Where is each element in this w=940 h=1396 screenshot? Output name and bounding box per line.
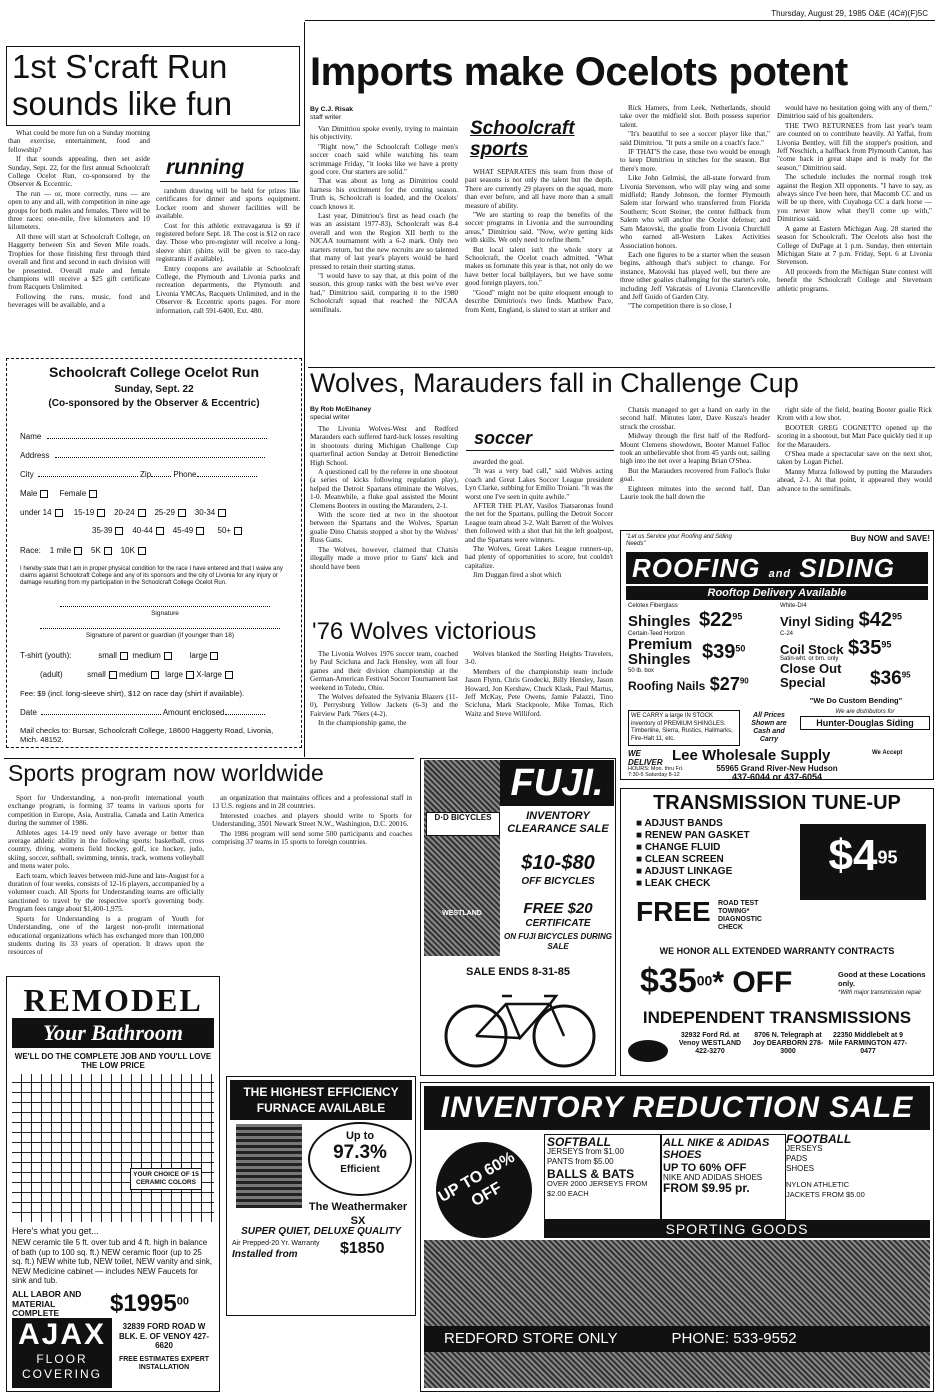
program-rule xyxy=(4,758,414,759)
furnace-image xyxy=(236,1124,302,1208)
softball-block: SOFTBALL JERSEYS from $1.00 PANTS from $5.00 BALLS & BATS OVER 2000 JERSEYS FROM $2.00 EACH xyxy=(544,1134,662,1220)
tshirt-adult[interactable]: (adult) small medium large X-large xyxy=(40,670,300,680)
ocelots-byline: By C.J. Risak staff writer xyxy=(310,106,354,121)
bathroom-image xyxy=(12,1074,214,1222)
signature-line[interactable] xyxy=(60,606,270,607)
remodel-labor: ALL LABOR AND MATERIAL COMPLETE xyxy=(12,1289,82,1318)
roofing-delivery: Rooftop Delivery Available xyxy=(626,586,928,600)
roof-item-vinyl: White-D/4 Vinyl Siding $\$42^{95}$ xyxy=(780,603,903,631)
tshirt-youth[interactable]: T-shirt (youth): small medium large xyxy=(20,651,300,661)
trans-company: INDEPENDENT TRANSMISSIONS xyxy=(642,1008,912,1027)
furnace-quiet: SUPER QUIET, DELUXE QUALITY xyxy=(241,1226,401,1237)
roof-address: 55965 Grand River-New Hudson xyxy=(716,764,838,773)
fuji-onfuji: ON FUJI BICYCLES DURING SALE xyxy=(504,932,613,951)
roof-item-coil: C-24 Coil Stock $\$35^{95}$ xyxy=(780,631,892,659)
inventory-title: INVENTORY REDUCTION SALE xyxy=(424,1086,930,1130)
wolves76-col1: The Livonia Wolves 1976 soccer team, coached by Paul Scicluna and Jack Hensley, won all four games and their division championship at the German-American Festival Soccer Tournament last weekend in Toledo, Ohio. The Wolves defeated the Sylvania Blazers (11-0), Perrysburg Yellow Jackets (6-3) and the Fairview Park '76ers (4-2). In the championship game, the xyxy=(310,650,458,728)
remodel-title: REMODEL xyxy=(23,982,203,1018)
form-date: Sunday, Sept. 22 xyxy=(114,384,194,395)
ocelots-col3: Rick Hamers, from Leek, Netherlands, should take over the midfield slot. Both possess superior talent. "It's beautiful to see a soccer player like that," said Dimitriou. "It puts a smile on a coach's face." IF THAT'S the case, those two would be enough to keep Dimitriou in stitches for the season. But there's more. Like John Gelmisi, the all-state forward from Livonia Stevenson, who will play wing and some midfield; Randy Johnson, the former Plymouth Salem star forward who transferred from Florida Southern; Scott Steiner, the center fullback from Salem who will anchor the Ocelot defense; and Sam Matovski, the goalie from Livonia Churchill who earned all-Western Lakes Activities Association honors. Each one figures to be a starter when the season begins, although that's subject to change. For instance, Matovski has played well, but there are three other goalies challenging for the starter's role, including Jeff Vakratsis of Livonia Clarenceville and Jeff Guido of Garden City. "The competition there is so close, I xyxy=(620,104,770,311)
roof-we-deliver: WE DELIVER xyxy=(628,749,663,767)
ocelots-kicker: Schoolcraft sports xyxy=(470,118,575,160)
trans-good: Good at these Locations only. xyxy=(838,970,926,988)
roof-phone: 437-6044 or 437-6054 xyxy=(731,772,823,782)
fuji-cert: CERTIFICATE xyxy=(525,918,591,929)
wolves-kicker: soccer xyxy=(474,428,533,448)
wolves76-col2: Wolves blanked the Sterling Heights Travelers, 3-0. Members of the championship team include Jason Flynn, Chris Grodecki, Billy Hensley, Jason Howard, Jon Kershaw, Chuck Klask, Paul Martus, Jeff McKay, Pete Owens, Jamie Palazzi, Tino Scicluna, Mark Stackpoole, Mike Tomas, Rich Waitz and Steve Williford. xyxy=(465,650,613,718)
ocelots-col4: would have no hesitation going with any of them," Dimitriou said of his goaltenders. THE TWO RETURNEES from last year's team are counted on to contribute heavily. Al Yaffai, from Livonia Bentley, will fill the stopper's position, and Jeff Neschich, a halfback from Plymouth Canton, has "come back in great shape and is ready for the season," Dimitriou said. The schedule includes the normal rough trek against the Region XII opponents. "I have to say, as always since I've been here, that Macomb CC and us will be up there, with Cuyahoga CC a dark horse — you never know what they'll come up with," Dimitriou said. A game at Eastern Michigan Aug. 28 started the season for Schoolcraft. The Ocelots also host the College of DuPage at 1 p.m. Sunday, then entertain Michigan State at 7 p.m. Friday, Sept. 6 at Livonia Stevenson. All proceeds from the Michigan State contest will benefit the Schoolcraft College and Stevenson athletic programs. xyxy=(777,104,932,293)
signature-label: Signature xyxy=(151,610,179,617)
roof-stock: WE CARRY a large IN STOCK inventory of PREMIUM SHINGLES: Timberline, Sierra, Rustics, Hallmarks, Fire-Halt 11, etc. xyxy=(628,710,740,746)
address-field[interactable]: Address xyxy=(20,451,292,461)
run-body-col2: random drawing will be held for prizes like certificates for dinner and sports equipment. Locker room and shower facilities will be available. Cost for this athletic extravaganza is $9 if registered before Sept. 18. The cost is $12 on race day. Those who pre-register will receive a long-sleeve shirt (shirts will be given to race-day registrants if available). Entry coupons are available at Schoolcraft College, the Plymouth and Livonia parks and recreation departments, the Plymouth and Livonia YMCAs, Racquets Unlimited, and in the Observer & Eccentric sports pages. For more information, call 591-6400, Ext. 480. xyxy=(156,187,300,315)
column-rule xyxy=(304,22,305,757)
wolves76-headline: '76 Wolves victorious xyxy=(312,618,537,645)
trans-item: ■ CHANGE FLUID xyxy=(636,842,721,853)
trans-free: FREE xyxy=(636,896,711,927)
inventory-upto: UP TO 60% OFF xyxy=(418,1124,549,1255)
shoes-block: ALL NIKE & ADIDAS SHOES UP TO 60% OFF NIKE AND ADIDAS SHOES FROM $9.95 pr. xyxy=(660,1134,786,1220)
remodel-phone: 32839 FORD ROAD W BLK. E. OF VENOY 427-6620 xyxy=(118,1322,210,1350)
roof-premium-price: $\$39^{50}$ xyxy=(702,641,746,663)
trans-off: $\$35^{00}*$ OFF xyxy=(640,962,793,1000)
fuji-shop: D·D BICYCLES xyxy=(426,812,500,836)
age-row-1[interactable]: under 14 15-19 20-24 25-29 30-34 xyxy=(20,508,300,518)
roof-item-nails: 50 lb. box Roofing Nails $\$27^{90}$ xyxy=(628,668,749,694)
page-header: Thursday, August 29, 1985 O&E (4C#)(F)5C xyxy=(771,9,928,18)
trans-item: ■ ADJUST BANDS xyxy=(636,818,723,829)
roof-bending: "We Do Custom Bending" xyxy=(809,696,903,705)
roof-company: Lee Wholesale Supply xyxy=(672,747,831,764)
roof-item-premium: Certain-Teed Horizon Premium Shingles xyxy=(628,631,693,668)
age-row-2[interactable]: 35-39 40-44 45-49 50+ xyxy=(92,526,302,536)
trans-loc1: 32932 Ford Rd. at Venoy WESTLAND 422-3270 xyxy=(678,1032,742,1055)
remodel-price: $1995$^{00}$ xyxy=(110,1290,189,1317)
fee-text: Fee: $9 (incl. long-sleeve shirt), $12 on race day (shirt if available). xyxy=(20,689,245,698)
roof-distributor: We are distributors for xyxy=(835,709,895,715)
remodel-colors: YOUR CHOICE OF 15 CERAMIC COLORS xyxy=(130,1168,202,1190)
name-field[interactable]: Name xyxy=(20,432,292,442)
trans-loc3: 22350 Middlebelt at 9 Mile FARMINGTON 477-0477 xyxy=(828,1032,908,1055)
trans-item: ■ CLEAN SCREEN xyxy=(636,854,724,865)
wolves-col2: awarded the goal. "It was a very bad call," said Wolves acting coach and Great Lakes Soccer League president Lyn Clarke, subbing for Emilio Troiani. "It was the worst one I've seen in quite awhile." AFTER THE PLAY, Vasilos Tsatsaronas found the net for the Spartans, pulling the Detroit Soccer League team ahead 3-2. Walt Barrett of the Wolves then followed with a shot that hit the left goalpost, and the Spartans were winners. The Wolves, Great Lakes League runners-up, had plenty of opportunities to score, but couldn't capitalize. Jim Duggan fired a shot which xyxy=(465,458,613,580)
sale-photos xyxy=(424,1240,930,1326)
city-field[interactable]: City Zip Phone xyxy=(20,470,292,480)
ocelots-col1: Van Dimitriou spoke evenly, trying to maintain his objectivity. "Right now," the Schoolcraft College men's soccer coach said while watching his team scrimmage Friday, "it looks like we have a pretty good core. Our starters are solid." That was about as long as Dimitriou could harness his excitement for the coming season. Truth is, Schoolcraft is loaded, and the Ocelots' coach knows it. Last year, Dimitriou's first as head coach (he was an assistant 1977-83), Schoolcraft was 8-4 overall and won the Region XII berth to the NJCAA tournament with a 6-2 mark. Only two starters return, but the new recruits are so talented that many of last year's players would be hard pressed to retain their starting status. "I would have to say that, at this point of the season, this group ranks with the best we've ever had," Dimitriou said, comparing it to the 1980 Schoolcraft squad that reached the NJCAA semifinals. xyxy=(310,125,458,314)
roof-hunter: Hunter-Douglas Siding xyxy=(800,716,930,730)
roof-accept: We Accept xyxy=(872,750,903,756)
fuji-logo: FUJI. xyxy=(500,760,614,806)
trans-item: ■ RENEW PAN GASKET xyxy=(636,830,750,841)
roof-item-close: Satin-wht. or brn. only Close Out Special xyxy=(780,656,842,690)
furnace-badge: Up to 97.3% Efficient xyxy=(308,1122,412,1196)
header-rule xyxy=(305,20,935,21)
furnace-installed: Installed from xyxy=(232,1249,298,1260)
remodel-list: NEW ceramic tile 5 ft. over tub and 4 ft. high in balance of bath (up to 100 sq. ft.) NEW ceramic floor (up to 25 sq. ft.) NEW white tub, NEW toilet, NEW vanity and sink, NEW Medicine cabinet — includes NEW Faucets for sink and tub. xyxy=(12,1238,213,1285)
wolves-col3: Chatsis managed to get a hand on early in the second half. Minutes later, Dave Kusza's header struck the crossbar. Midway through the first half of the Redford-Mount Clemens showdown, Booter Manuel Falloc took an unbelievable shot from 45 yards out, sailing high into the net over a leaping Brian O'Shea. But the Marauders recovered from Falloc's fluke goal. Eighteen minutes into the second half, Dan Laurie took the ball down the xyxy=(620,406,770,502)
trans-item: ■ LEAK CHECK xyxy=(636,878,711,889)
remodel-subtitle: Your Bathroom xyxy=(12,1018,214,1048)
fuji-off: OFF BICYCLES xyxy=(521,876,595,887)
program-col1: Sport for Understanding, a non-profit international youth exchange program, is forming 37 teams in various sports for competition in Europe, Asia, Australia, Canada and Latin America during the summer of 1986. Athletes ages 14-19 need only have average or better than average athletic ability in the following sports: basketball, cross country, diving, womens field hockey, golf, ice hockey, judo, skiing, soccer, softball, swimming, tennis, track, womens volleyball and mens water polo. Each team, which leaves between mid-June and late-August for a duration of four weeks, consists of 12-16 players, accompanied by a volunteer coach. All Sports for Understanding teams are officially sanctioned to travel by the respective sport's governing body. Program fees range about $1,400-1,975. Sports for Understanding is a program of Youth for Understanding, one of the largest non-profit international educational organizations which has exchanged more than 100,000 students during its 33 years of operation. It draws upon the resources of xyxy=(8,794,204,957)
race-field[interactable]: Race: 1 mile 5K 10K xyxy=(20,546,292,556)
furnace-model: The Weathermaker SX xyxy=(308,1201,408,1227)
roof-hours: HOURS: Mon. thru Fri. 7:30-5 Saturday 8-12 xyxy=(628,766,684,778)
furnace-price: $1850 xyxy=(340,1240,385,1257)
ajax-logo: AJAX FLOOR COVERING xyxy=(12,1318,112,1388)
run-kicker: running xyxy=(166,156,245,179)
guardian-line[interactable] xyxy=(40,628,280,629)
fuji-sale: INVENTORY CLEARANCE SALE xyxy=(507,810,609,835)
roof-item-shingles: Celotex Fiberglass Shingles $\$22^{95}$ xyxy=(628,603,743,631)
fuji-photo xyxy=(424,760,500,956)
wolves-headline: Wolves, Marauders fall in Challenge Cup xyxy=(310,368,799,398)
roof-prices: All Prices Shown are Cash and Carry xyxy=(751,712,787,743)
run-kicker-rule xyxy=(160,181,298,182)
fuji-free: FREE $20 xyxy=(523,900,593,917)
guardian-label: Signature of parent or guardian (if younger than 18) xyxy=(85,632,235,639)
sex-field[interactable]: Male Female xyxy=(20,489,292,499)
wolves-kicker-rule xyxy=(466,450,614,451)
roofing-banner: ROOFING and SIDING xyxy=(626,552,928,584)
run-body-col1: What could be more fun on a Sunday morning than exercise, entertainment, food and fellowship? If that sounds appealing, then set aside Sunday, Sept. 22, for the first annual Schoolcraft College Ocelot Run, co-sponsored by the Observer & Eccentric. The run — or, more correctly, runs — are open to any and all, with competition in nine age groups for both males and females. There will be three races: one-mile, five kilometers and 10 kilometers. All three will start at Schoolcraft College, on Haggerty between Six and Seven Mile roads. Trophies for those finishing first through third overall and first and second in each division will be presented. Overall male and female champions will receive a $25 gift certificate from Racquets Unlimited. Following the runs, music, food and beverages will be available, and a xyxy=(8,129,150,310)
trans-list xyxy=(636,818,786,890)
program-col2: an organization that maintains offices and a professional staff in 13 U.S. regions and in 28 countries. Interested coaches and players should write to Sports for Understanding, 3501 Newark Street N.W., Washington, D.C. 20016. The 1986 program will send some 500 participants and coaches comprising 37 teams in 15 sports to foreign countries. xyxy=(212,794,412,847)
fuji-price: $10-$80 xyxy=(521,852,595,874)
sporting-goods: SPORTING GOODS xyxy=(544,1220,930,1238)
remodel-tag: WE'LL DO THE COMPLETE JOB AND YOU'LL LOVE THE LOW PRICE xyxy=(14,1052,212,1070)
trans-logo-icon xyxy=(628,1040,668,1062)
date-amount-field[interactable]: Date Amount enclosed xyxy=(20,708,300,718)
form-title: Schoolcraft College Ocelot Run xyxy=(48,364,260,380)
roofing-buy: Buy NOW and SAVE! xyxy=(850,534,930,543)
wolves-byline: By Rob McElhaney special writer xyxy=(310,406,372,421)
trans-item: ■ ADJUST LINKAGE xyxy=(636,866,733,877)
roofing-tag: "Let us Service your Roofing and Siding Needs" xyxy=(626,534,732,547)
trans-free-items: ROAD TEST TOWING* DIAGNOSTIC CHECK xyxy=(718,900,762,931)
wolves-col4: right side of the field, beating Booter goalie Rick Krom with a low shot. BOOTER GREG COGNETTO opened up the scoring in a shootout, but Matt Pace quickly tied it up for the Marauders. O'Shea made a spectacular save on the next shot, taken by Logan Pichel. Manny Murza followed by putting the Marauders ahead, 2-1. At that point, it appeared they would advance to the semifinals. xyxy=(777,406,932,493)
sale-bottom-strip xyxy=(424,1352,930,1388)
mail-text: Mail checks to: Bursar, Schoolcraft College, 18600 Haggerty Road, Livonia, Mich. 48152. xyxy=(20,726,274,744)
trans-with-major: *With major transmission repair xyxy=(838,990,922,996)
store-bar: REDFORD STORE ONLY PHONE: 533-9552 xyxy=(424,1326,930,1352)
football-block: FOOTBALL JERSEYS PADS SHOES NYLON ATHLETIC JACKETS FROM $5.00 xyxy=(786,1132,865,1199)
furnace-warranty: Air Prepped-20 Yr. Warranty xyxy=(232,1240,320,1247)
remodel-get: Here's what you get... xyxy=(12,1226,99,1236)
ocelots-headline: Imports make Ocelots potent xyxy=(310,50,848,94)
run-headline: 1st S'craft Run sounds like fun xyxy=(12,48,233,122)
form-cosponsor: (Co-sponsored by the Observer & Eccentric) xyxy=(48,398,260,409)
fuji-location: WESTLAND xyxy=(442,910,482,917)
program-headline: Sports program now worldwide xyxy=(8,760,324,786)
trans-warranty: WE HONOR ALL EXTENDED WARRANTY CONTRACTS xyxy=(659,946,895,956)
form-waiver: I hereby state that I am in proper physical condition for the race I have entered and that I waive any claims against Schoolcraft College and any of its sponsors and the city of Livonia for any injury or damage resulting from my participation in the Schoolcraft College Ocelot Run. xyxy=(20,566,283,587)
trans-price-box: $\$4^{95}$ xyxy=(800,824,926,900)
ocelots-col2: WHAT SEPARATES this team from those of past seasons is not only the talent but the depth. There are currently 29 players on the squad, more than ever before, and all have more than a small measure of ability. "We are starting to reap the benefits of the soccer programs in Livonia and the surrounding areas," Dimitriou said. "Now, we're getting kids with skills. We only need to refine them." But local talent isn't the whole story at Schoolcraft, the Ocelot coach admitted. "What makes us fortunate this year is that, not only do we have better local ballplayers, but we have some good foreign players, too." "Good" might not be quite eloquent enough to describe Dimitriou's two finds. Matthew Pace, from Kent, England, is slated to start at striker and xyxy=(465,168,613,314)
trans-loc2: 8706 N. Telegraph at Joy DEARBORN 278-3000 xyxy=(752,1032,824,1055)
trans-title: TRANSMISSION TUNE-UP xyxy=(653,792,901,814)
bicycle-icon xyxy=(440,984,600,1070)
furnace-title: THE HIGHEST EFFICIENCY FURNACE AVAILABLE xyxy=(230,1080,412,1120)
roof-close-price: $\$36^{95}$ xyxy=(870,668,911,689)
fuji-dates: SALE ENDS 8-31-85 xyxy=(466,966,570,978)
remodel-estimates: FREE ESTIMATES EXPERT INSTALLATION xyxy=(118,1356,210,1371)
wolves-col1: The Livonia Wolves-West and Redford Marauders each suffered hard-luck losses resulting in shootouts during Michigan Challenge Cup quarterfinal action Sunday at Detroit Benedictine High School. A questioned call by the referee in one shootout (a series of kicks following regulation play), helped the Detroit Spartans eliminate the Wolves, 1-0. Meanwhile, a fluke goal assisted the Mount Clemens Booters in ousting the Marauders, 2-1. With the score tied at two in the shootout between the Spartans and the Wolves, Spartan goalie Dino Chatsis stopped a shot by the Wolves' Russ Gans. The Wolves, however, claimed that Chatsis illegally made a move prior to Gans' kick and should have been xyxy=(310,425,458,571)
